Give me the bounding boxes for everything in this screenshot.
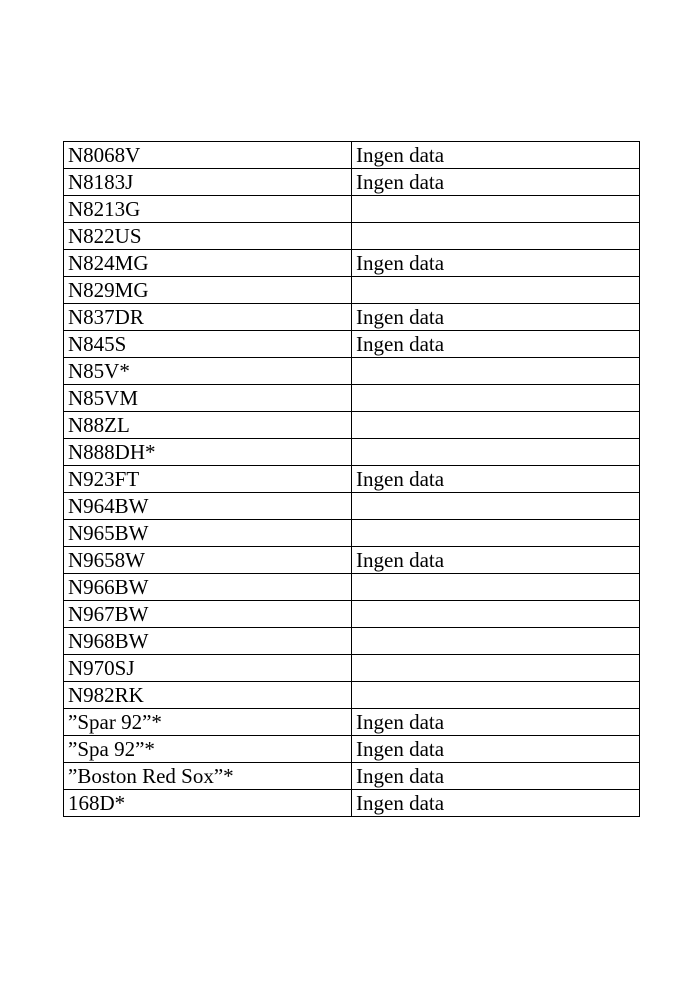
status-cell: Ingen data — [352, 466, 640, 493]
table-row — [64, 385, 640, 412]
registration-cell: N829MG — [64, 277, 352, 304]
status-cell: Ingen data — [352, 142, 640, 169]
registration-cell: 168D* — [64, 790, 352, 817]
table-row — [64, 574, 640, 601]
registration-cell: N8213G — [64, 196, 352, 223]
table-row — [64, 547, 640, 574]
status-cell — [352, 439, 640, 466]
registration-cell: N837DR — [64, 304, 352, 331]
status-cell: Ingen data — [352, 547, 640, 574]
table-row — [64, 601, 640, 628]
table-row — [64, 709, 640, 736]
status-cell: Ingen data — [352, 169, 640, 196]
table-row — [64, 358, 640, 385]
table-row — [64, 790, 640, 817]
table-row — [64, 466, 640, 493]
registration-cell: N968BW — [64, 628, 352, 655]
status-cell: Ingen data — [352, 304, 640, 331]
registration-cell: N85VM — [64, 385, 352, 412]
registration-cell: N923FT — [64, 466, 352, 493]
status-cell — [352, 277, 640, 304]
status-cell — [352, 520, 640, 547]
status-cell — [352, 223, 640, 250]
registration-cell: ”Spar 92”* — [64, 709, 352, 736]
registration-cell: N85V* — [64, 358, 352, 385]
registration-cell: N8068V — [64, 142, 352, 169]
table-row — [64, 655, 640, 682]
status-cell — [352, 358, 640, 385]
table-row — [64, 628, 640, 655]
table-row — [64, 493, 640, 520]
table-row — [64, 412, 640, 439]
registration-cell: N965BW — [64, 520, 352, 547]
registration-cell: N888DH* — [64, 439, 352, 466]
table-row — [64, 304, 640, 331]
status-cell: Ingen data — [352, 250, 640, 277]
table-row — [64, 223, 640, 250]
registration-cell: N964BW — [64, 493, 352, 520]
table-row — [64, 682, 640, 709]
registration-cell: N845S — [64, 331, 352, 358]
table-row — [64, 520, 640, 547]
table-row — [64, 736, 640, 763]
status-cell: Ingen data — [352, 763, 640, 790]
registration-cell: N88ZL — [64, 412, 352, 439]
status-cell: Ingen data — [352, 709, 640, 736]
status-cell: Ingen data — [352, 736, 640, 763]
status-cell: Ingen data — [352, 331, 640, 358]
table-row — [64, 250, 640, 277]
registration-table — [63, 141, 640, 817]
table-row — [64, 277, 640, 304]
registration-cell: N9658W — [64, 547, 352, 574]
table-row — [64, 169, 640, 196]
table-row — [64, 331, 640, 358]
table-row — [64, 196, 640, 223]
registration-cell: N822US — [64, 223, 352, 250]
table-row — [64, 142, 640, 169]
table-body — [64, 142, 640, 817]
registration-cell: ”Spa 92”* — [64, 736, 352, 763]
registration-cell: N8183J — [64, 169, 352, 196]
table-row — [64, 439, 640, 466]
registration-cell: N970SJ — [64, 655, 352, 682]
status-cell — [352, 493, 640, 520]
status-cell — [352, 574, 640, 601]
registration-cell: N824MG — [64, 250, 352, 277]
status-cell — [352, 385, 640, 412]
status-cell — [352, 196, 640, 223]
registration-cell: N966BW — [64, 574, 352, 601]
registration-cell: N967BW — [64, 601, 352, 628]
registration-cell: ”Boston Red Sox”* — [64, 763, 352, 790]
status-cell — [352, 628, 640, 655]
status-cell: Ingen data — [352, 790, 640, 817]
status-cell — [352, 682, 640, 709]
status-cell — [352, 601, 640, 628]
status-cell — [352, 655, 640, 682]
table-row — [64, 763, 640, 790]
registration-cell: N982RK — [64, 682, 352, 709]
status-cell — [352, 412, 640, 439]
